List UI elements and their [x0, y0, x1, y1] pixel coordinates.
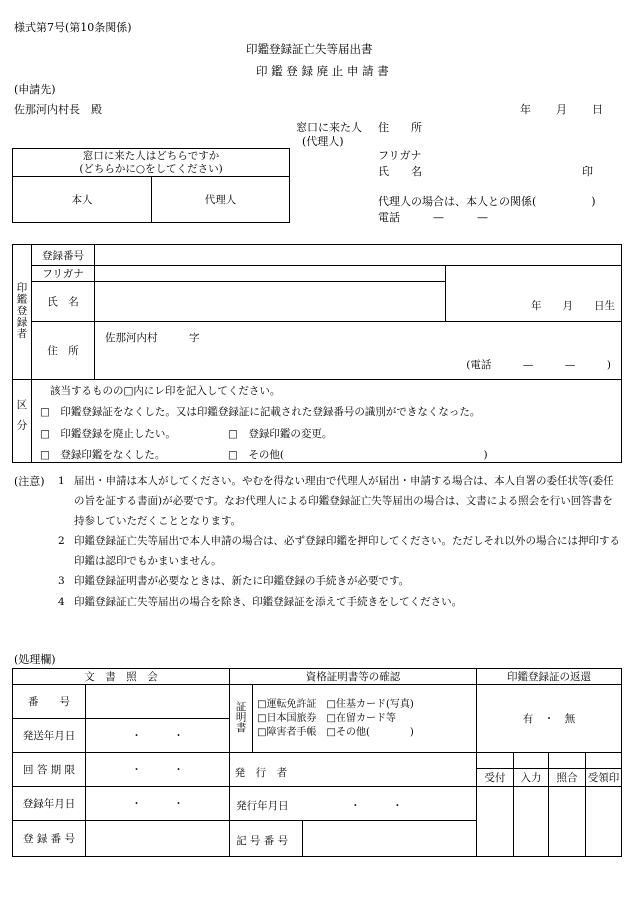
- name-label: 氏 名: [32, 282, 95, 322]
- issue-date-label: 発行年月日: [236, 800, 289, 812]
- furigana-field[interactable]: [95, 266, 446, 282]
- reg-no-label: 登録番号: [32, 245, 95, 266]
- stamp-reception: 受付: [476, 769, 513, 787]
- date-year[interactable]: 年: [520, 103, 531, 116]
- note-num-4: 4: [58, 596, 65, 608]
- reply-field[interactable]: ・ ・: [86, 753, 230, 787]
- address-prefix[interactable]: 佐那河内村 字: [105, 332, 200, 344]
- category-instruction: 該当するものの□内にレ印を記入してください。: [50, 385, 281, 397]
- furigana-label: フリガナ: [32, 266, 95, 282]
- stamp-receipt-box[interactable]: [585, 787, 621, 857]
- form-number: 様式第7号(第10条関係): [14, 21, 132, 34]
- number-field[interactable]: [86, 685, 230, 719]
- cert-check-header: 資格証明書等の確認: [230, 669, 477, 685]
- cert-opts-1[interactable]: □運転免許証 □住基カード(写真): [257, 698, 414, 710]
- notes-label: (注意): [14, 475, 45, 488]
- applicant-phone-label[interactable]: 電話 — —: [378, 211, 488, 224]
- registrant-section-label: 印鑑登録者: [15, 281, 28, 340]
- addressee: 佐那河内村長 殿: [14, 103, 102, 116]
- processing-label: (処理欄): [14, 653, 56, 666]
- issue-date-field[interactable]: ・ ・: [350, 800, 403, 812]
- applicant-name-label[interactable]: 氏 名: [378, 165, 422, 178]
- applicant-label: 窓口に来た人: [296, 121, 362, 134]
- issuer-label: 発 行 者: [234, 767, 288, 779]
- option-agent[interactable]: 代理人: [152, 177, 290, 223]
- address-label: 住 所: [32, 322, 95, 380]
- category-table: [12, 379, 622, 463]
- note-1: 届出・申請は本人がしてください。やむを得ない理由で代理人が届出・申請する場合は、本人自署の委任状等(委任の旨を証する書面)が必要です。なお代理人による印鑑登録証亡失等届出の場合は、文書による照会を行い回答書を持参していただくこととなります。: [74, 475, 614, 527]
- number-label: 番 号: [13, 685, 86, 719]
- return-value[interactable]: 有 ・ 無: [476, 685, 621, 753]
- who-question-2: (どちらかに○をしてください): [79, 162, 223, 175]
- category-section-label: 区分: [15, 399, 28, 440]
- stamp-receipt: 受領印: [585, 769, 621, 787]
- category-opt-lost-card[interactable]: □ 印鑑登録証をなくした。又は印鑑登録証に記載された登録番号の識別ができなくなった。: [40, 406, 481, 418]
- relation-label[interactable]: 代理人の場合は、本人との関係( ): [378, 195, 596, 208]
- note-num-3: 3: [58, 575, 65, 587]
- form-title-2: 印 鑑 登 録 廃 止 申 請 書: [256, 64, 389, 78]
- applicant-label-agent: (代理人): [302, 135, 344, 148]
- reply-label: 回 答 期 限: [13, 753, 86, 787]
- symbol-no-label: 記 号 番 号: [236, 835, 289, 847]
- reg-no-field[interactable]: [95, 245, 622, 266]
- category-opt-cancel[interactable]: □ 印鑑登録を廃止したい。: [40, 428, 176, 440]
- reg-no-label-proc: 登 録 番 号: [13, 821, 86, 857]
- stamp-reception-box[interactable]: [476, 787, 513, 857]
- stamp-input-box[interactable]: [513, 787, 548, 857]
- registrant-table: [12, 244, 622, 380]
- who-question-1: 窓口に来た人はどちらですか: [82, 149, 220, 162]
- cert-label: 証明書: [234, 701, 247, 733]
- sent-date-label: 発送年月日: [13, 719, 86, 753]
- sent-date-field[interactable]: ・ ・: [86, 719, 230, 753]
- cert-opts-3[interactable]: □障害者手帳 □その他( ): [257, 726, 414, 738]
- option-self[interactable]: 本人: [13, 177, 152, 223]
- doc-inquiry-header: 文 書 照 会: [13, 669, 230, 685]
- reg-date-field[interactable]: ・ ・: [86, 787, 230, 821]
- category-opt-change[interactable]: □ 登録印鑑の変更。: [228, 428, 333, 440]
- stamp-check: 照合: [548, 769, 585, 787]
- seal-mark: 印: [582, 165, 593, 178]
- note-num-2: 2: [58, 535, 65, 547]
- cert-opts-2[interactable]: □日本国旅券 □在留カード等: [257, 712, 396, 724]
- applicant-furigana-label[interactable]: フリガナ: [378, 149, 422, 162]
- stamp-input: 入力: [513, 769, 548, 787]
- reg-date-label: 登録年月日: [13, 787, 86, 821]
- addressee-label: (申請先): [14, 83, 56, 96]
- date-day[interactable]: 日: [592, 103, 603, 116]
- applicant-address-label[interactable]: 住 所: [378, 121, 422, 134]
- who-came-box: [12, 148, 290, 223]
- name-field[interactable]: [95, 282, 446, 322]
- processing-table: [12, 668, 622, 857]
- category-opt-lost-seal[interactable]: □ 登録印鑑をなくした。: [40, 449, 166, 461]
- note-num-1: 1: [58, 475, 65, 487]
- registrant-phone[interactable]: (電話 — — ): [466, 359, 611, 371]
- reg-no-field-proc[interactable]: [86, 821, 230, 857]
- card-return-header: 印鑑登録証の返還: [476, 669, 621, 685]
- form-title-1: 印鑑登録証亡失等届出書: [246, 42, 373, 56]
- birth-date-label[interactable]: 年 月 日生: [531, 300, 615, 312]
- note-3: 印鑑登録証明書が必要なときは、新たに印鑑登録の手続きが必要です。: [74, 575, 410, 587]
- date-month[interactable]: 月: [556, 103, 567, 116]
- category-opt-other[interactable]: □ その他( ): [228, 449, 488, 461]
- stamp-check-box[interactable]: [548, 787, 585, 857]
- note-4: 印鑑登録証亡失等届出の場合を除き、印鑑登録証を添えて手続きをしてください。: [74, 596, 463, 608]
- note-2: 印鑑登録証亡失等届出で本人申請の場合は、必ず登録印鑑を押印してください。ただしそれ以外の場合には押印する印鑑は認印でもかまいません。: [74, 535, 620, 567]
